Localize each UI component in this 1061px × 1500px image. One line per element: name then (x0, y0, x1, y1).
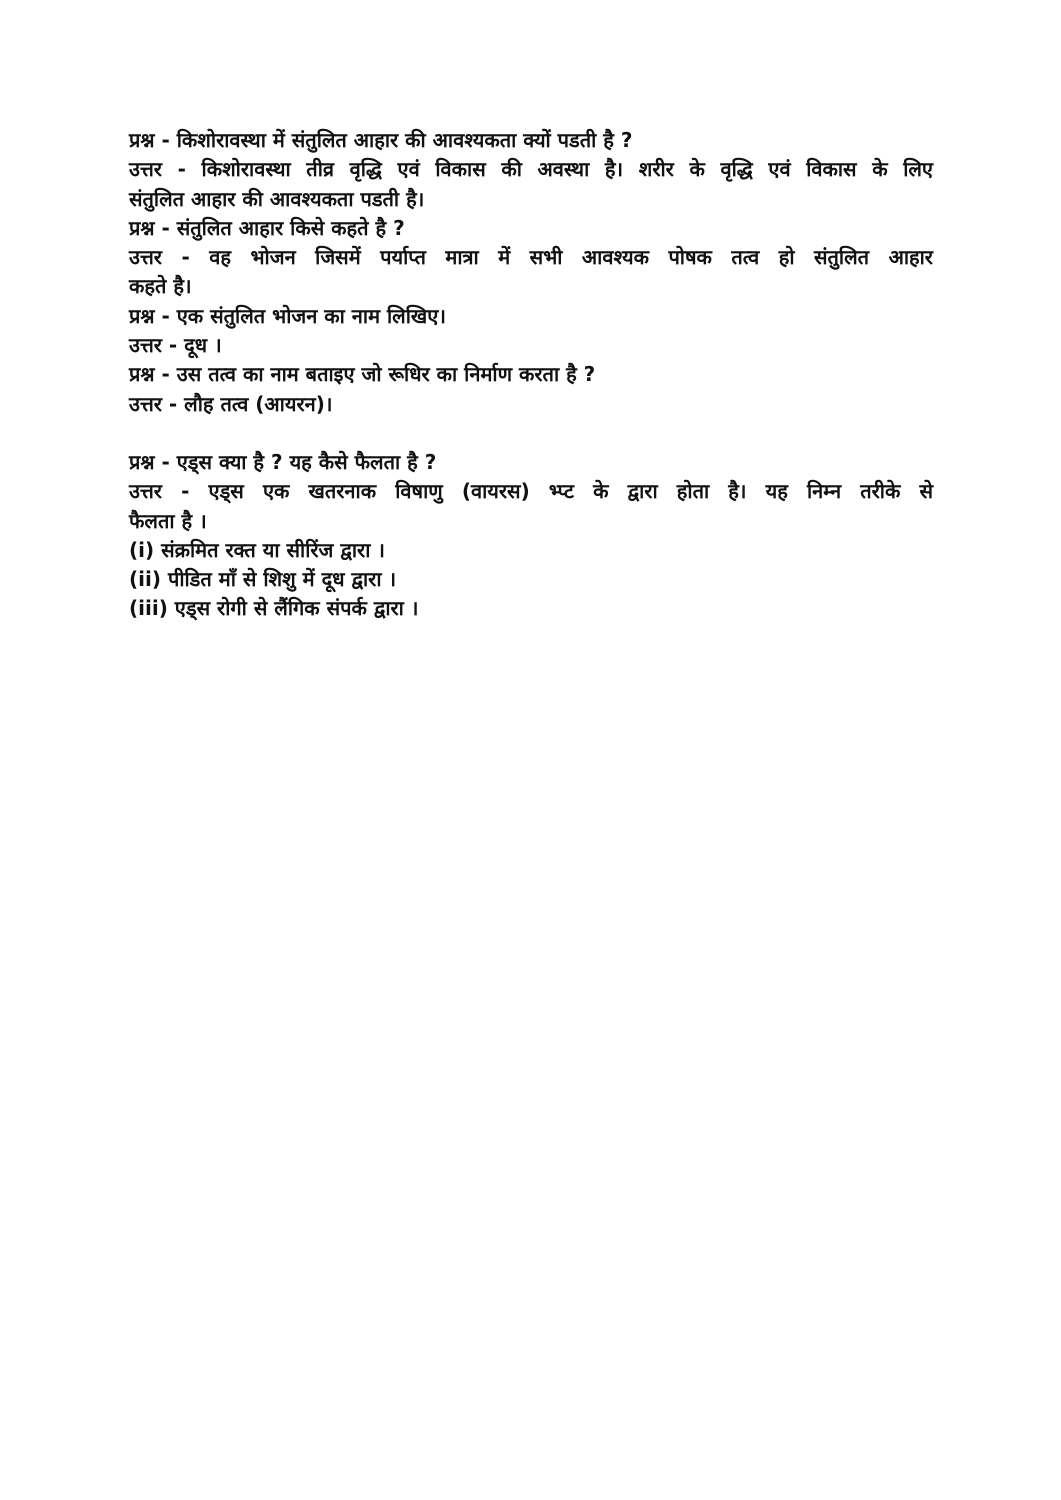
answer-1-line-2: संतुलित आहार की आवश्यकता पडती है। (129, 186, 425, 211)
answer-1-line-1: उत्तर - किशोरावस्था तीव्र वृद्धि एवं विकास की अवस्था है। शरीर के वृद्धि एवं विकास के लिए (129, 157, 933, 182)
question-2: प्रश्न - संतुलित आहार किसे कहते है ? (129, 215, 405, 240)
answer-2-line-2: कहते है। (129, 274, 192, 299)
answer-3: उत्तर - दूध । (129, 333, 222, 358)
list-item-1: (i) संक्रमित रक्त या सीरिंज द्वारा । (129, 537, 385, 562)
answer-5-line-2: फैलता है । (129, 508, 207, 533)
question-4: प्रश्न - उस तत्व का नाम बताइए जो रूधिर का निर्माण करता है ? (129, 362, 596, 387)
document-body (129, 126, 933, 624)
answer-4: उत्तर - लौह तत्व (आयरन)। (129, 391, 333, 416)
question-5: प्रश्न - एड्स क्या है ? यह कैसे फैलता है ? (129, 449, 437, 474)
answer-2-line-1: उत्तर - वह भोजन जिसमें पर्याप्त मात्रा में सभी आवश्यक पोषक तत्व हो संतुलित आहार (129, 245, 933, 270)
list-item-2: (ii) पीडित माँ से शिशु में दूध द्वारा । (129, 567, 397, 592)
question-3: प्रश्न - एक संतुलित भोजन का नाम लिखिए। (129, 303, 446, 328)
section-gap (129, 419, 933, 448)
question-1: प्रश्न - किशोरावस्था में संतुलित आहार की आवश्यकता क्यों पडती है ? (129, 128, 633, 152)
answer-5-line-1: उत्तर - एड्स एक खतरनाक विषाणु (वायरस) भ्प्ट के द्वारा होता है। यह निम्न तरीके से (129, 479, 933, 504)
list-item-3: (iii) एड्स रोगी से लैंगिक संपर्क द्वारा । (129, 596, 419, 621)
